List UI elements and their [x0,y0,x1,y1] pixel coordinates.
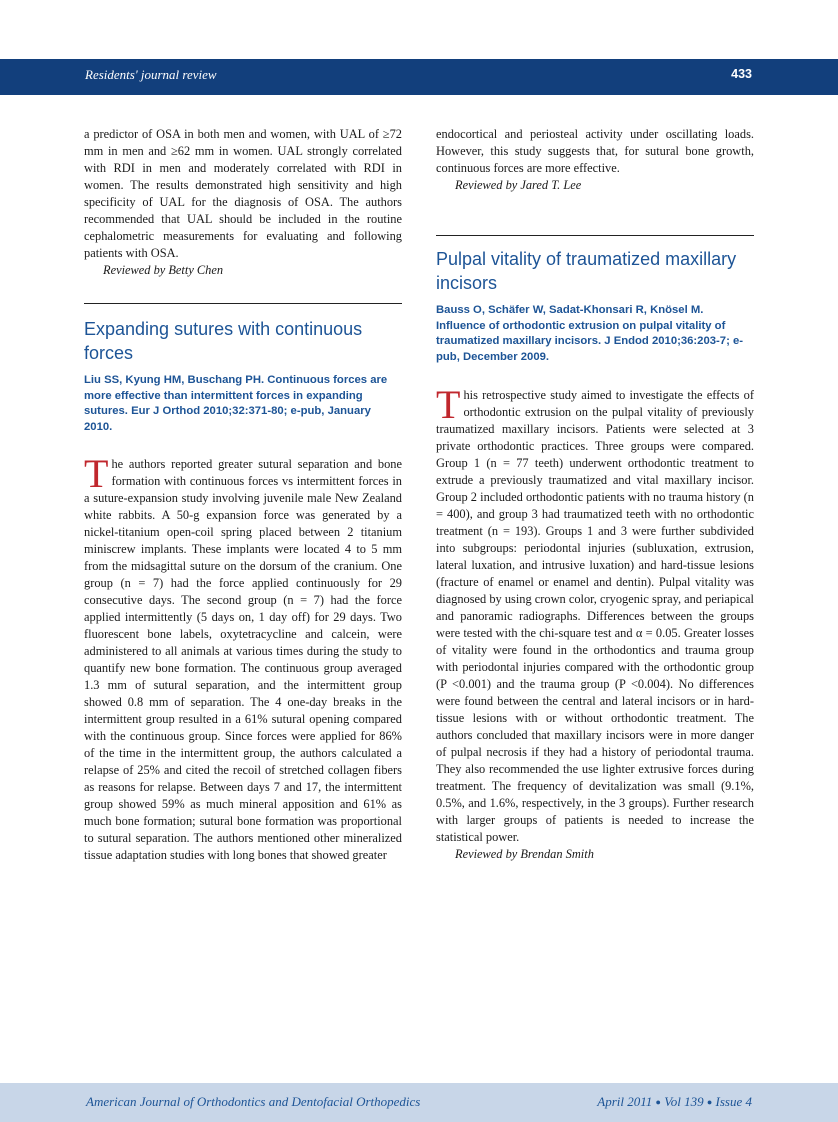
article-citation: Bauss O, Schäfer W, Sadat-Khonsari R, Knösel M. Influence of orthodontic extrusion on pulpal vitality of traumatized maxillary incisors. J Endod 2010;36:203-7; e-pub, December 2009. [436,304,744,363]
footer-journal-name: American Journal of Orthodontics and Dentofacial Orthopedics [86,1094,421,1109]
continued-paragraph: a predictor of OSA in both men and women, with UAL of ≥72 mm in men and ≥62 mm in women. UAL strongly correlated with RDI in men and moderately correlated with RDI in women. The results demonstrated high sensitivity and high specificity of UAL for the diagnosis of OSA. The authors recommended that UAL should be included in the routine cephalometric measurements for evaluating and following patients with OSA. [84,127,402,260]
article-title: Expanding sutures with continuous forces [84,319,363,363]
article-citation: Liu SS, Kyung HM, Buschang PH. Continuous forces are more effective than intermittent forces in expanding sutures. Eur J Orthod 2010;32:371-80; e-pub, January 2010. [84,374,388,433]
right-column [436,126,754,863]
reviewer-credit: Reviewed by Jared T. Lee [455,178,582,192]
running-footer [0,1083,838,1122]
page-number: 433 [731,67,752,81]
left-column [84,126,402,864]
reviewer-credit: Reviewed by Betty Chen [103,263,224,277]
reviewer-credit: Reviewed by Brendan Smith [455,847,594,861]
article-title: Pulpal vitality of traumatized maxillary incisors [436,249,737,293]
bullet-icon: ● [655,1097,661,1107]
article-body-text: his retrospective study aimed to investigate the effects of orthodontic extrusion on the pulpal vitality of previously traumatized maxillary incisors. Patients were selected at 3 private orthodontic practices. Three groups were compared. Group 1 (n = 77 teeth) underwent orthodontic treatment to extrude a previously traumatized and vital maxillary incisor. Group 2 included orthodontic patients with no trauma history (n = 400), and group 3 had traumatized teeth with no orthodontic treatment (n = 193). Groups 1 and 3 were further subdivided into subgroups: periodontal injuries (subluxation, extrusion, lateral luxation, and intrusive luxation) and hard-tissue lesions (fracture of enamel or enamel and dentin). Pulpal vitality was diagnosed by using crown color, cryogenic spray, and periapical and panoramic radiographs. Differences between the groups were tested with the chi-square test and α = 0.05. Greater losses of vitality were found in the orthodontics and trauma group with periodontal injuries compared with the orthodontic group (P <0.001) and the trauma group (P <0.004). No differences were found between the central and lateral incisors or in hard-tissue lesions with or without orthodontic treatment. The authors concluded that maxillary incisors were in more danger of pulpal necrosis if they had a history of periodontal trauma. They also recommended the use lighter extrusive forces during treatment. The frequency of devitalization was small (9.1%, 0.5%, and 1.6%, respectively, in the 3 groups). Further research with larger groups of patients is needed to increase the statistical power. [436,388,754,844]
continued-paragraph: endocortical and periosteal activity under oscillating loads. However, this study suggests that, for sutural bone growth, continuous forces are more effective. [436,127,754,175]
article-body-text: he authors reported greater sutural separation and bone formation with continuous forces vs intermittent forces in a suture-expansion study involving juvenile male New Zealand white rabbits. A 50-g expansion force was generated by a nickel-titanium open-coil spring placed between 2 titanium miniscrew implants. These implants were located 4 to 5 mm from the midsagittal suture on the dorsum of the cranium. One group (n = 7) had the force applied continuously for 29 consecutive days. The second group (n = 7) had the force applied intermittently (5 days on, 1 day off) for 29 days. Two fluorescent bone labels, oxytetracycline and calcein, were administered to all animals at various times during the study to quantify new bone formation. The continuous group averaged 1.3 mm of sutural separation, and the intermittent group showed 0.8 mm of separation. The 4 one-day breaks in the intermittent group resulted in a 61% sutural opening compared with the continuous group. Since forces were applied for 86% of the time in the intermittent group, the authors calculated a relapse of 25% and cited the recoil of stretched collagen fibers as reasons for relapse. Between days 7 and 17, the intermittent group showed 59% as much mineral apposition and 61% as much bone formation; sutural bone formation was proportional to sutural separation. The authors mentioned other mineralized tissue adaptation studies with long bones that showed greater [84,457,402,862]
footer-volume: Vol 139 [664,1094,704,1109]
running-header-title: Residents' journal review [85,67,217,82]
article-body [84,451,402,864]
footer-issue: Issue 4 [715,1094,752,1109]
drop-cap: T [436,382,461,427]
article-body [436,382,754,846]
running-header [0,59,838,95]
section-divider [436,235,754,236]
bullet-icon: ● [706,1097,713,1107]
section-divider [84,303,402,304]
drop-cap: T [84,451,109,496]
footer-date: April 2011 [597,1094,653,1109]
footer-issue-info [597,1094,752,1110]
